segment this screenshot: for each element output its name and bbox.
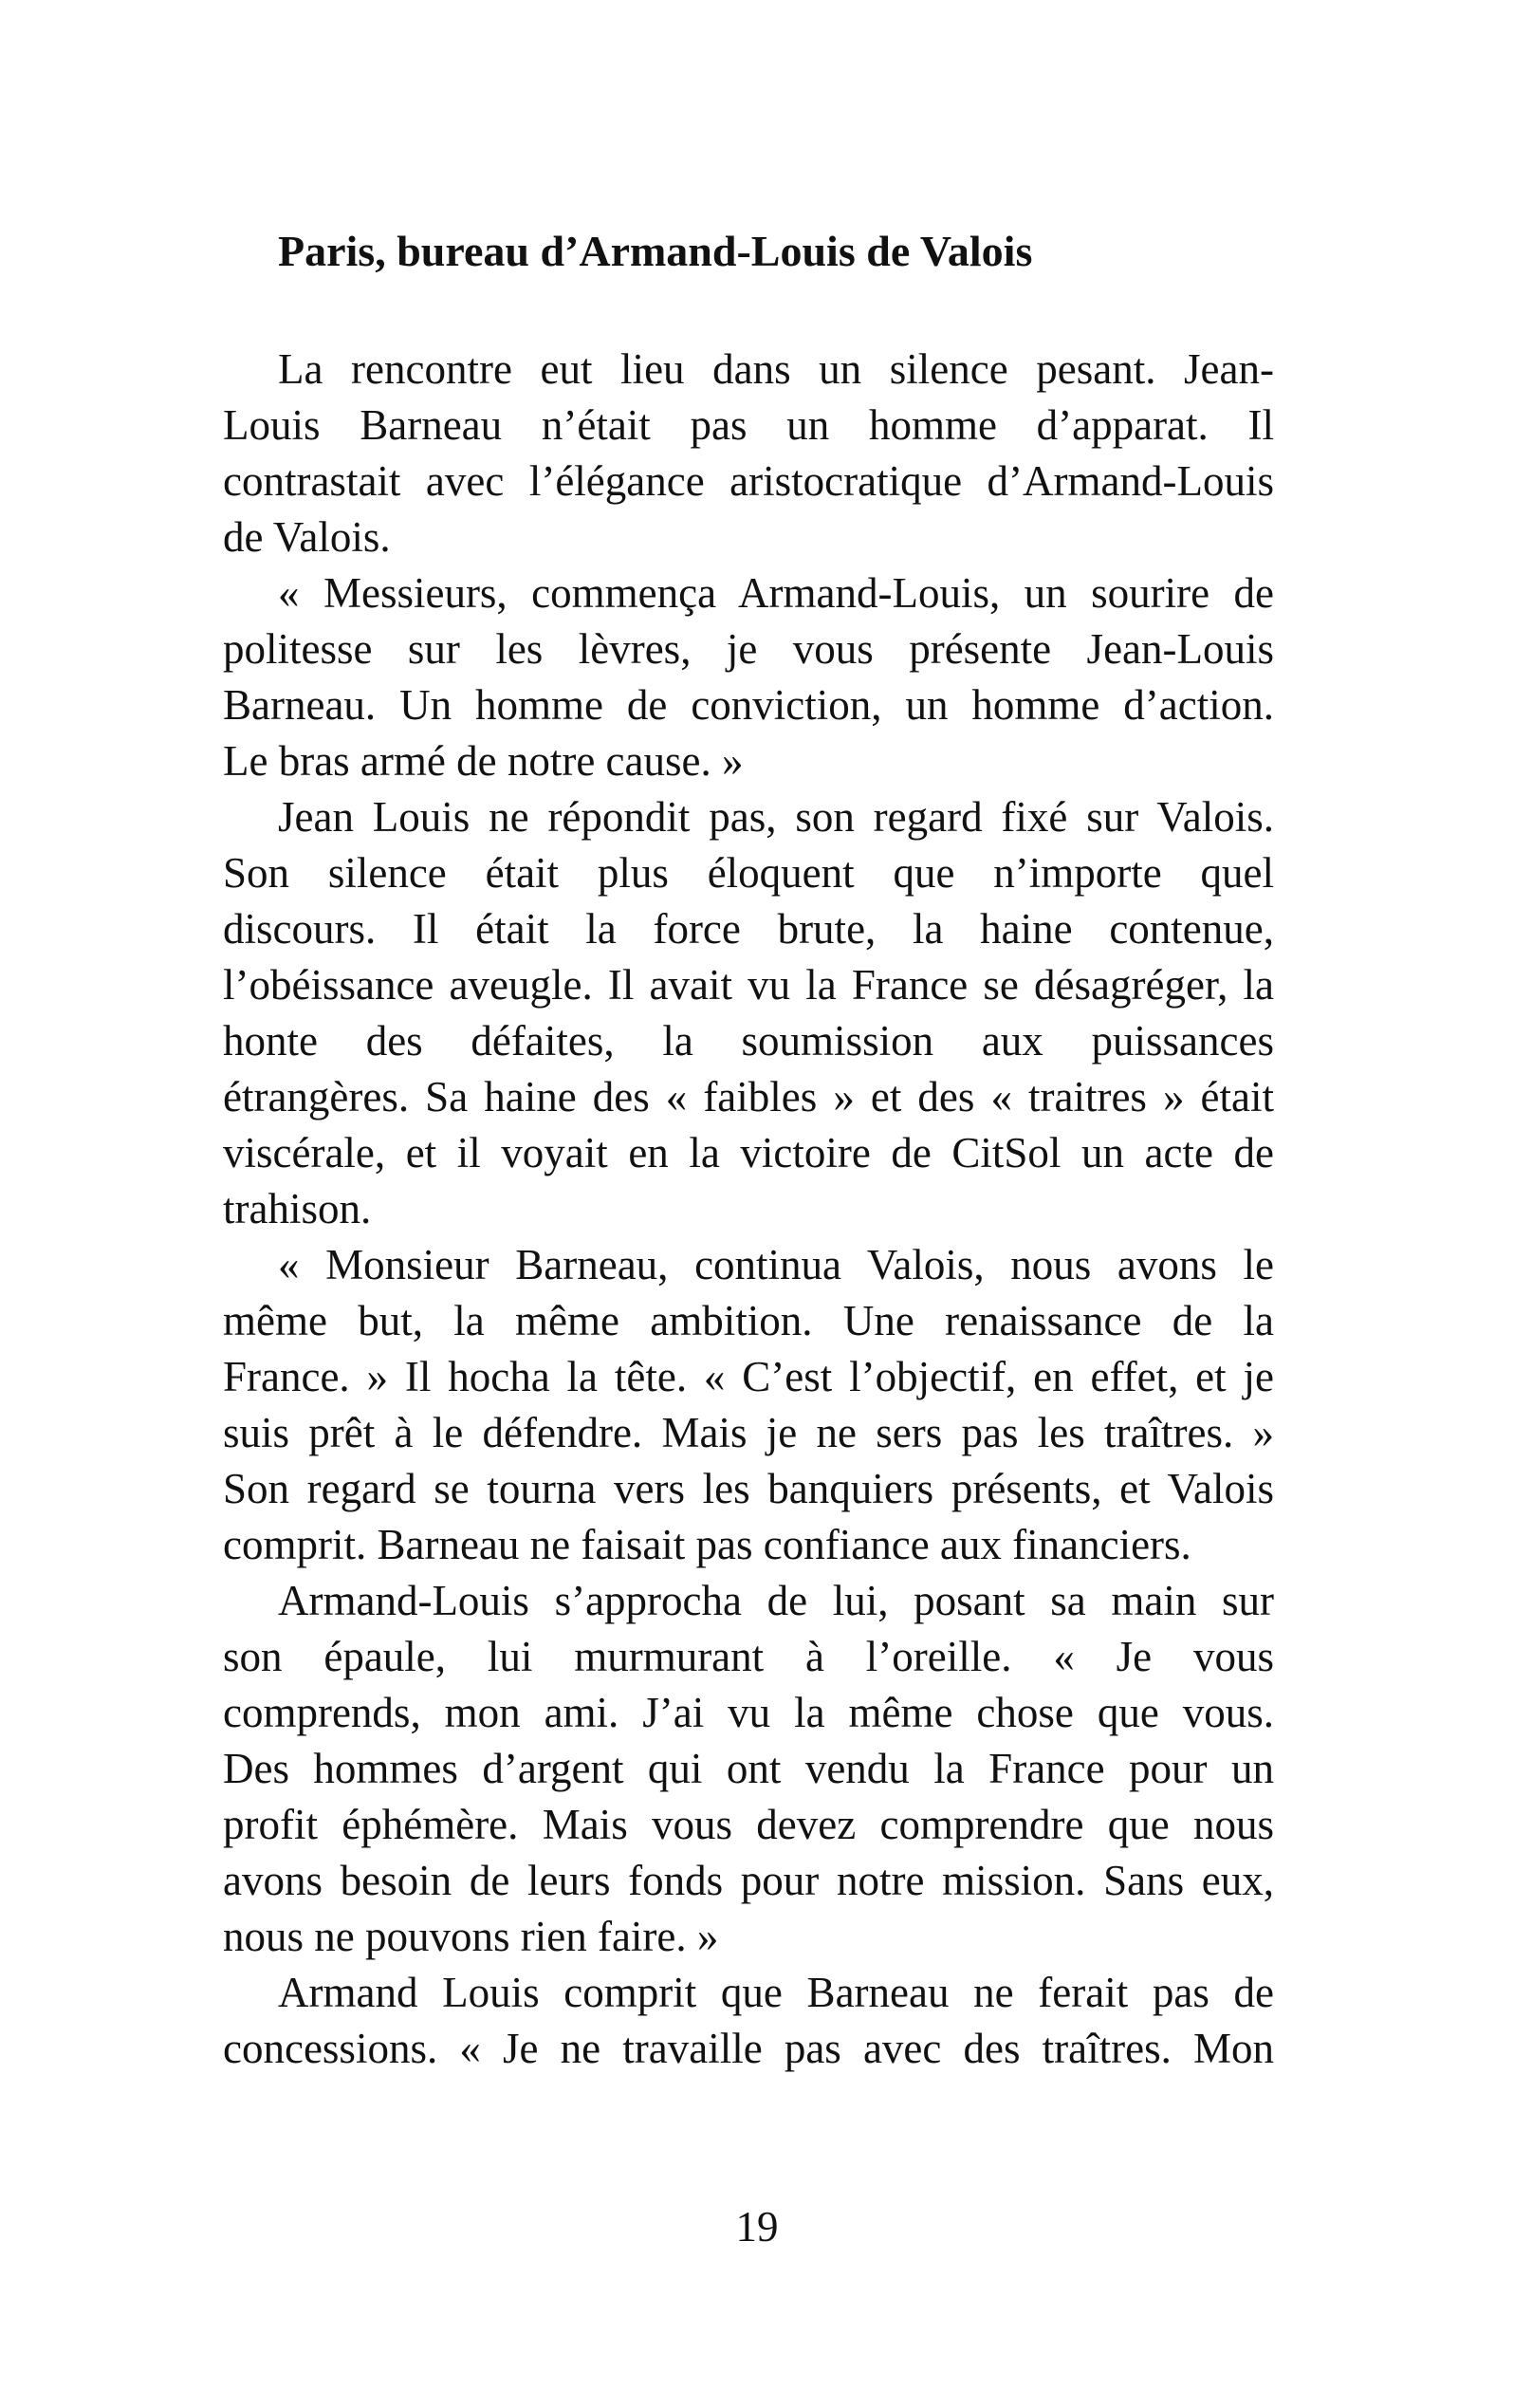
text-line: profit éphémère. Mais vous devez comprendre que nous [223,1801,1274,1848]
text-line: Armand Louis comprit que Barneau ne ferait pas de [278,1969,1274,2016]
text-line: étrangères. Sa haine des « faibles » et des « traitres » était [223,1073,1274,1121]
text-line: trahison. [223,1185,372,1232]
text-line: contrastait avec l’élégance aristocratique d’Armand-Louis [223,457,1274,505]
text-line: même but, la même ambition. Une renaissance de la [223,1297,1274,1344]
text-line: son épaule, lui murmurant à l’oreille. « Je vous [223,1633,1274,1680]
text-line: La rencontre eut lieu dans un silence pesant. Jean- [278,345,1274,393]
text-line: « Monsieur Barneau, continua Valois, nous avons le [278,1241,1274,1288]
text-line: Armand-Louis s’approcha de lui, posant sa main sur [278,1577,1274,1624]
text-line: Son silence était plus éloquent que n’importe quel [223,849,1274,897]
section-heading: Paris, bureau d’Armand-Louis de Valois [278,227,1033,275]
text-line: Louis Barneau n’était pas un homme d’apparat. Il [223,401,1274,449]
text-line: de Valois. [223,513,391,561]
text-line: suis prêt à le défendre. Mais je ne sers pas les traîtres. » [223,1409,1274,1456]
text-line: comprit. Barneau ne faisait pas confiance aux financiers. [223,1521,1191,1568]
text-line: Des hommes d’argent qui ont vendu la France pour un [223,1745,1274,1792]
text-line: comprends, mon ami. J’ai vu la même chose que vous. [223,1689,1274,1736]
text-line: concessions. « Je ne travaille pas avec des traîtres. Mon [223,2025,1274,2072]
text-line: discours. Il était la force brute, la haine contenue, [223,905,1274,953]
text-line: « Messieurs, commença Armand-Louis, un sourire de [278,569,1274,617]
text-line: Jean Louis ne répondit pas, son regard fixé sur Valois. [278,793,1274,841]
text-line: France. » Il hocha la tête. « C’est l’objectif, en effet, et je [223,1353,1274,1400]
text-line: Le bras armé de notre cause. » [223,737,744,785]
text-line: Barneau. Un homme de conviction, un homme d’action. [223,681,1274,729]
text-line: avons besoin de leurs fonds pour notre mission. Sans eux, [223,1857,1274,1904]
text-line: viscérale, et il voyait en la victoire de CitSol un acte de [223,1129,1274,1176]
text-line: honte des défaites, la soumission aux puissances [223,1017,1274,1065]
text-line: Son regard se tourna vers les banquiers présents, et Valois [223,1465,1274,1512]
page-number: 19 [735,2203,779,2251]
text-line: nous ne pouvons rien faire. » [223,1913,719,1960]
text-line: politesse sur les lèvres, je vous présente Jean-Louis [223,625,1274,673]
text-line: l’obéissance aveugle. Il avait vu la France se désagréger, la [223,961,1274,1009]
body-text [223,342,1274,2077]
